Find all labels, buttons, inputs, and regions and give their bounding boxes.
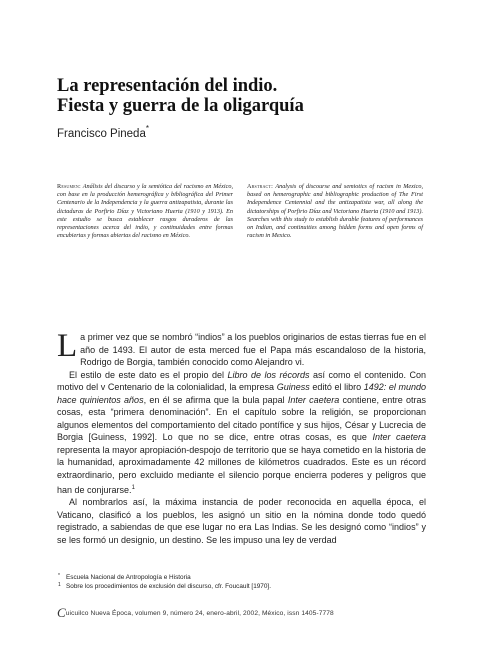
footnote-text: Escuela Nacional de Antropología e Historia	[66, 574, 191, 581]
paragraph-1	[57, 328, 426, 369]
journal-citation: uicuilco Nueva Época, volumen 9, número 24, enero-abril, 2002, México, issn 1405-7778	[65, 610, 334, 617]
paragraph-2	[57, 369, 426, 496]
footnote-text: Sobre los procedimientos de exclusión del discurso, cfr. Foucault [1970].	[66, 583, 271, 590]
paragraph-2-text-d: , en él se afirma que la bula papal	[143, 394, 288, 405]
paragraph-2-text-f: representa la mayor apropiación-despojo de territorio que se haya cometido en la historia de la humanidad, aproximadamente 42 millones de kilómetros cuadrados. Este es un récord extraordinario, pero excluido mediante el silencio porque encierra poderes y peligros que han de conjurarse.	[57, 444, 426, 495]
paragraph-2-text-e: contiene, entre otras cosas, esta “primera denominación”. En el capítulo sobre la religión, se proporcionan algunos elementos del comportamiento del citado pontífice y sus hijos, César y Lucrecia de Borgia [Guiness, 1992]. Lo que no se dice, entre otras cosas, es que	[57, 394, 427, 443]
italic-bull-name: Inter caetera	[287, 394, 340, 405]
footnote-author	[57, 573, 426, 582]
abstract-spanish-label: Resumen:	[57, 183, 81, 190]
footnote-1	[57, 582, 426, 591]
paragraph-3: Al nombrarlos así, la máxima instancia de poder reconocida en aquella época, el Vaticano, clasificó a los pueblos, les asignó un sitio en la nómina donde todo quedó registrado, a sabiendas de que ese lugar no era Las Indias. Se les designó como “indios” y se les formó un designio, un destino. Se les impuso una ley de verdad	[57, 497, 426, 545]
paragraph-1-text: a primer vez que se nombró “indios” a los pueblos originarios de estas tierras fue en el año de 1493. El autor de esta merced fue el Papa más escandaloso de la historia, Rodrigo de Borgia, también conocido como Alejandro vi.	[80, 332, 426, 368]
article-title	[57, 76, 437, 116]
abstract-english-text: Analysis of discourse and semiotics of racism in Mexico, based on hemerographic and bibliographic production of The First Independence Centennial and the antizapatista war, all along the dictatorships of Porfirio Díaz and Victoriano Huerta (1910 and 1913). Searches with this study to establish durable features of performances on Indian, and continuities among hidden forms and open forms of racism in Mexico.	[247, 183, 423, 240]
abstract-english	[247, 183, 423, 240]
italic-book-title: Libro de los récords	[227, 369, 310, 380]
abstract-spanish-text: Análisis del discurso y la semiótica del racismo en México, con base en la producción hemerográfica y bibliográfica del Primer Centenario de la Independencia y la guerra antizapatista, durante las dictaduras de Porfirio Díaz y Victoriano Huerta (1910 y 1913). En este estudio se busca establecer rasgos duraderos de las representaciones acerca del indio, y continuidades entre formas encubiertas y formas abiertas del racismo en México.	[57, 183, 233, 240]
footnote-mark: *	[58, 573, 60, 579]
author-name: Francisco Pineda	[57, 127, 146, 140]
italic-company: Guiness	[276, 382, 310, 393]
paragraph-2-text-a: El estilo de este dato es el propio del	[69, 369, 228, 380]
abstract-english-label: Abstract:	[247, 183, 273, 190]
footnotes	[57, 573, 426, 591]
italic-book-name: 1492: el mundo hace quinientos años	[57, 382, 427, 405]
paragraph-2-text-b: así como el contenido. Con motivo del v Centenario de la colonialidad, la empresa	[57, 369, 426, 393]
title-line-1: La representación del indio.	[57, 76, 278, 96]
journal-logo-letter: C	[57, 605, 66, 620]
footnote-ref-1: 1	[131, 484, 135, 491]
author-line	[57, 125, 149, 140]
drop-cap: L	[57, 328, 78, 364]
author-footnote-mark: *	[145, 124, 149, 133]
paragraph-2-text-c: editó el libro	[309, 382, 364, 393]
footnote-mark: 1	[58, 582, 61, 588]
italic-bull-name-2: Inter caetera	[372, 432, 427, 443]
journal-footer	[57, 605, 426, 621]
title-line-2: Fiesta y guerra de la oligarquía	[57, 96, 304, 116]
abstract-spanish	[57, 183, 233, 240]
article-body	[57, 328, 427, 546]
